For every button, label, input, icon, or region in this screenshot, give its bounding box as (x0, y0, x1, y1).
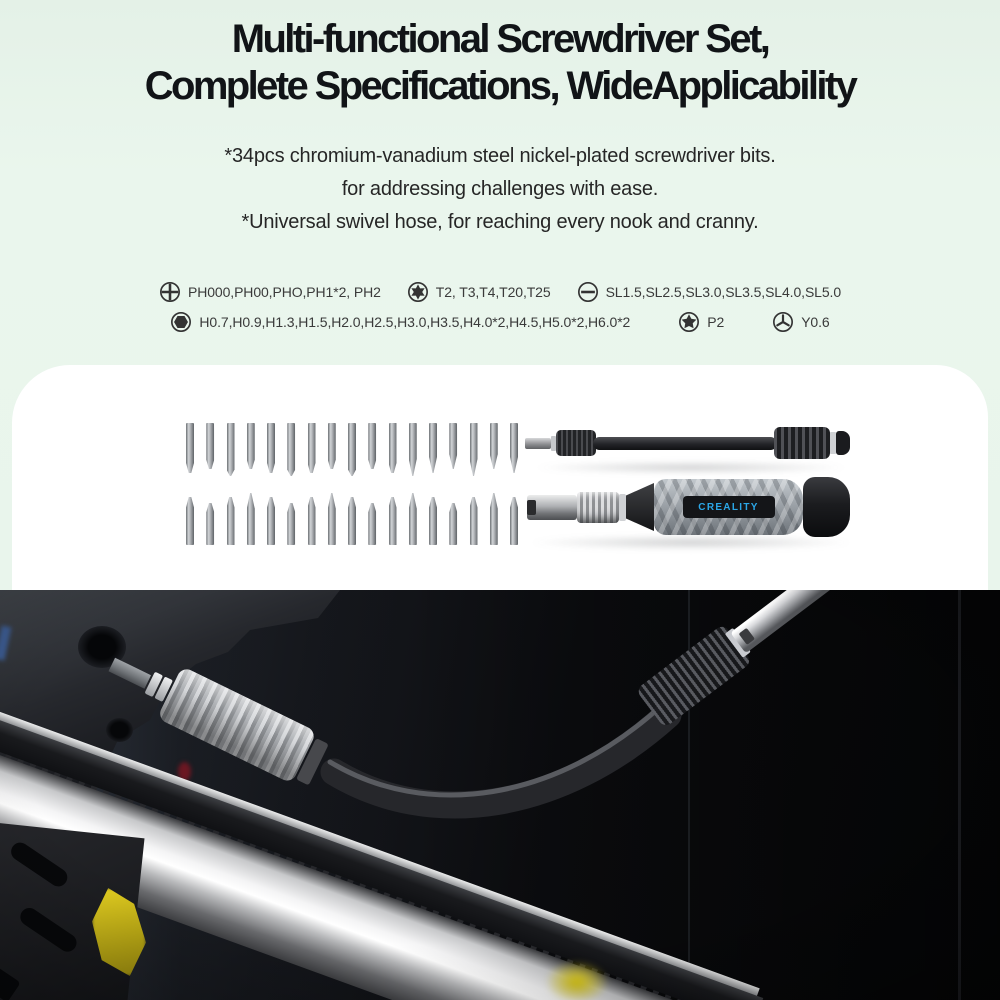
screwdriver-bit (227, 423, 235, 476)
spec-triwing (772, 311, 829, 333)
spec-label: SL1.5,SL2.5,SL3.0,SL3.5,SL4.0,SL5.0 (605, 283, 842, 300)
screwdriver-bit (267, 497, 275, 545)
handle-rubber-cone (626, 483, 654, 531)
screwdriver-bit (449, 503, 457, 545)
screwdriver-bit (429, 423, 437, 473)
screwdriver-bit (510, 423, 518, 473)
description-line: for addressing challenges with ease. (341, 178, 659, 200)
screwdriver-bit (449, 423, 457, 469)
screwdriver-bit (247, 493, 255, 545)
product-description (0, 140, 1000, 239)
hose-bit-tip (525, 438, 551, 449)
screwdriver-bit (429, 497, 437, 545)
slotted-icon (577, 281, 599, 303)
spec-label: Y0.6 (801, 313, 830, 330)
screwdriver-bit (490, 423, 498, 469)
bits-row-top (186, 423, 518, 481)
bits-row-bottom (186, 489, 518, 545)
screwdriver-bit (206, 503, 214, 545)
handle-chrome-shaft (527, 495, 577, 520)
screwdriver-bit (247, 423, 255, 469)
screwdriver-bit (368, 423, 376, 469)
screwdriver-bit (227, 497, 235, 545)
screwdriver-bit (490, 493, 498, 545)
hex-icon (170, 311, 192, 333)
screwdriver-bit (409, 423, 417, 476)
handle-ring (619, 494, 626, 521)
screwdriver-bit (368, 503, 376, 545)
screwdriver-bit (186, 423, 194, 473)
hose-shadow (532, 461, 850, 474)
spec-slotted (577, 281, 841, 303)
screwdriver-bit (186, 497, 194, 545)
screwdriver-bit (308, 497, 316, 545)
screwdriver-bit (206, 423, 214, 469)
brand-label (683, 496, 775, 518)
spec-row-2 (0, 309, 1000, 334)
title-line-1: Multi-functional Screwdriver Set, (231, 17, 769, 61)
handle-grip (654, 479, 803, 535)
flexible-extension-hose (525, 424, 850, 462)
screwdriver-bit (470, 497, 478, 545)
screwdriver-bit (510, 497, 518, 545)
hose-knurled-collar (556, 430, 596, 456)
spec-phillips (159, 281, 381, 303)
handle-shadow (527, 535, 855, 550)
hose-knurled-collar (774, 427, 830, 459)
spec-label: P2 (707, 313, 725, 330)
usage-photo (0, 590, 1000, 1000)
screwdriver-bit (328, 493, 336, 545)
spec-torx (407, 281, 551, 303)
torx-icon (407, 281, 429, 303)
screwdriver-bit (389, 423, 397, 473)
screwdriver-bit (348, 497, 356, 545)
spec-pentalobe (678, 311, 724, 333)
spec-label: T2, T3,T4,T20,T25 (435, 283, 551, 300)
screwdriver-bit (308, 423, 316, 473)
brand-text: CREALITY (698, 501, 759, 513)
pentalobe-icon (678, 311, 700, 333)
triwing-y-icon (772, 311, 794, 333)
handle-end-cap (803, 477, 850, 537)
spec-label: PH000,PH00,PHO,PH1*2, PH2 (187, 283, 381, 300)
handle-ribbed-collar (577, 492, 619, 523)
title-line-2: Complete Specifications, WideApplicability (144, 64, 856, 108)
hose-flex-shaft (593, 437, 777, 450)
screwdriver-bit (287, 503, 295, 545)
photo-vignette (0, 590, 1000, 1000)
screwdriver-handle (527, 477, 850, 537)
screwdriver-bit (409, 493, 417, 545)
hose-end-cap (836, 431, 850, 455)
page-title (0, 16, 1000, 110)
spec-label: H0.7,H0.9,H1.3,H1.5,H2.0,H2.5,H3.0,H3.5,H4.0*2,H4.5,H5.0*2,H6.0*2 (199, 313, 631, 330)
screwdriver-bit (287, 423, 295, 476)
description-line: *34pcs chromium-vanadium steel nickel-plated screwdriver bits. (224, 145, 776, 167)
screwdriver-bit (389, 497, 397, 545)
screwdriver-bit (470, 423, 478, 476)
screwdriver-bit (348, 423, 356, 476)
description-line: *Universal swivel hose, for reaching every nook and cranny. (241, 211, 759, 233)
spec-hex (170, 311, 630, 333)
bit-specifications (0, 279, 1000, 334)
phillips-icon (159, 281, 181, 303)
screwdriver-bit (267, 423, 275, 473)
screwdriver-bit (328, 423, 336, 469)
spec-row-1 (0, 279, 1000, 304)
product-photo-panel (12, 365, 988, 590)
